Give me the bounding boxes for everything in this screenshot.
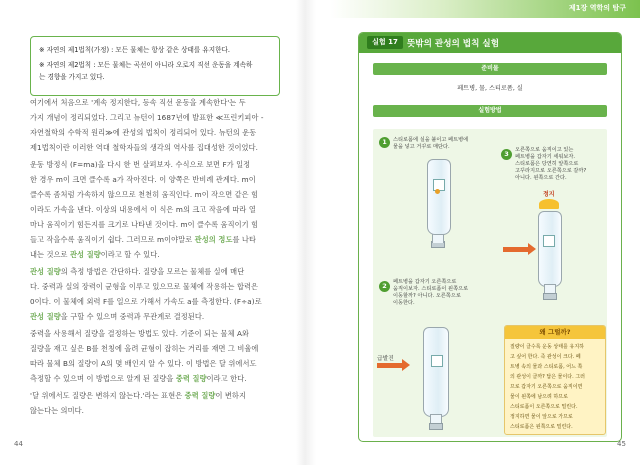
note-line: ※ 자연의 제1법칙(가정) : 모든 물체는 항상 같은 상태를 유지한다.	[39, 46, 230, 54]
paragraph-line: 들고 작을수록 움직이기 쉽다. 그러므로 m이야말로 관성의 정도를 나타	[30, 235, 257, 244]
paragraph-line: 마나 움직이기 힘든지를 크기로 나타낸 것이다. m이 클수록 움직이기 힘	[30, 220, 259, 229]
why-line: 의 관성이 클까? 답은 물이다. 그러	[510, 374, 585, 380]
bottle-illustration	[538, 211, 562, 287]
bottle-illustration	[423, 327, 449, 417]
step-text-line: 고꾸라지므로 오른쪽으로 갈까?	[515, 168, 587, 174]
bottle-illustration	[427, 159, 451, 235]
paragraph-line: 여기에서 처음으로 '계속 정지한다, 등속 직선 운동을 계속한다'는 두	[30, 98, 246, 107]
paragraph-line: 가지 개념이 정리되었다. 그리고 뉴턴이 1687년에 발표한 ≪프린키피아 -	[30, 113, 264, 122]
paragraph-line: '달 위에서도 질량은 변하지 않는다.'라는 표현은 중력 질량이 변하지	[30, 391, 247, 400]
highlighted-term: 관성 질량	[30, 267, 61, 276]
highlighted-term: 관성 질량	[30, 312, 61, 321]
paragraph-line: 따라 물체 B의 질량이 A의 몇 배인지 알 수 있다. 이 방법은 달 위에서도	[30, 359, 257, 368]
paragraph-line: 질량을 재고 싶은 B를 천칭에 올려 균형이 잡히는 거리를 재면 그 비율에	[30, 344, 259, 353]
stop-burst-icon	[539, 199, 559, 209]
note-line: ※ 자연의 제2법칙 : 모든 물체는 곡선이 아니라 오로지 직선 운동을 계속하	[39, 61, 253, 69]
paragraph-line: 이라도 가속을 낸다. 이상의 내용에서 이 식은 m의 크고 작음에 따라 열	[30, 205, 256, 214]
experiment-panel	[358, 32, 622, 442]
motion-arrow	[503, 247, 529, 252]
paragraph-line: 중력을 사용해서 질량을 결정하는 방법도 있다. 기준이 되는 물체 A와	[30, 329, 250, 338]
why-line: 질량이 클수록 운동 상태를 유지하	[510, 344, 584, 350]
step-text-line: 스티로폼은 당연히 앞쪽으로	[515, 161, 579, 167]
highlighted-term: 관성 질량	[70, 250, 101, 259]
chapter-label: 제1장 역학의 탐구	[568, 4, 626, 12]
paragraph-line: 내는 것으로 관성 질량이라고 할 수 있다.	[30, 250, 160, 259]
step-number: 1	[379, 137, 390, 148]
stop-label: 정지	[543, 191, 555, 198]
paragraph-line: 한 경우 m이 크면 클수록 a가 작아진다. 이 양쪽은 반비례 관계다. m이	[30, 175, 256, 184]
paragraph-line: 운동 방정식 (F=ma)을 다시 한 번 살펴보자. 수식으로 보면 F가 일정	[30, 160, 251, 169]
bottle-cap	[429, 423, 443, 430]
styrofoam-piece	[543, 235, 555, 247]
step-text	[515, 147, 586, 182]
why-line: 스티로폼이 오른쪽으로 밀린다.	[510, 404, 578, 410]
paragraph-line: 관성 질량을 구할 수 있으며 중력과 무관계로 결정된다.	[30, 312, 205, 321]
why-line: 트병 속의 물과 스티로폼, 어느 쪽	[510, 364, 583, 370]
paragraph-line: 자연철학의 수학적 원리≫에 관성의 법칙이 정리되어 있다. 뉴턴의 운동	[30, 128, 257, 137]
paragraph-line: 다. 중력과 실의 장력이 균형을 이루고 있으므로 물체에 작용하는 합력은	[30, 282, 259, 291]
highlighted-term: 관성의 정도	[194, 235, 233, 244]
styrofoam-piece	[431, 355, 443, 367]
paragraph-line: 클수록 좀처럼 가속하지 않으므로 천천히 움직인다. m이 작으면 같은 힘	[30, 190, 259, 199]
step-text-line: 이동한다.	[393, 300, 415, 306]
experiment-title: 뜻밖의 관성의 법칙 실험	[407, 39, 499, 49]
paragraph-line: 제1법칙이란 이러한 역대 철학자들의 생각의 역사를 집대성한 것이었다.	[30, 143, 259, 152]
paragraph-line: 0이다. 이 물체에 외력 F를 일으로 가해서 가속도 a를 측정한다. (F÷a)로	[30, 297, 262, 306]
note-box	[30, 36, 280, 96]
step-text-line: 물을 넣고 거꾸로 매단다.	[393, 144, 450, 150]
page-number-left: 44	[14, 440, 23, 448]
step-text-line: 아니다. 왼쪽으로 간다.	[515, 175, 567, 181]
paragraph-line: 관성 질량의 측정 방법은 간단하다. 질량을 모르는 물체를 실에 매단	[30, 267, 245, 276]
highlighted-term: 중력 질량	[175, 374, 207, 383]
note-line: 는 경향을 가지고 있다.	[39, 73, 105, 81]
why-line: 물이 왼쪽에 남으려 하므로	[510, 394, 568, 400]
why-line: 므로 갑자기 오른쪽으로 움직이면	[510, 384, 583, 390]
step-text	[393, 279, 468, 307]
step-number: 3	[501, 149, 512, 160]
page-fold	[296, 0, 316, 465]
why-box	[504, 325, 606, 435]
motion-arrow	[377, 363, 403, 368]
experiment-tag: 실험 17	[367, 36, 403, 49]
step-text-line: 이동할까? 아니다. 오른쪽으로	[393, 293, 461, 299]
step-text-line: 페트병을 갑자기 세워보자.	[515, 154, 576, 160]
step-text-line: 움직이보자. 스티로폼이 왼쪽으로	[393, 286, 469, 292]
why-line: 고 싶어 한다. 즉 관성이 크다. 페	[510, 354, 581, 360]
experiment-header	[359, 33, 621, 53]
why-line: 스티로폼은 왼쪽으로 밀린다.	[510, 424, 573, 430]
step-text-line: 페트병을 갑자기 오른쪽으로	[393, 279, 457, 285]
step-text-line: 스티로폼에 실을 붙이고 페트병에	[393, 137, 469, 143]
method-area	[373, 129, 607, 437]
method-heading: 실험방법	[373, 105, 607, 117]
materials-text: 페트병, 물, 스티로폼, 실	[457, 85, 523, 92]
step-text	[393, 137, 468, 151]
why-heading: 왜 그럴까?	[505, 326, 605, 339]
paragraph-line: 측정할 수 있으며 이 방법으로 알게 된 질량을 중력 질량이라고 한다.	[30, 374, 247, 383]
thread-weight	[435, 189, 440, 194]
highlighted-term: 중력 질량	[184, 391, 216, 400]
bottle-cap	[543, 293, 557, 300]
page-number-right: 45	[617, 440, 626, 448]
why-line: 정지하면 물이 앞으로 가므로	[510, 414, 573, 420]
step-number: 2	[379, 281, 390, 292]
materials-heading: 준비물	[373, 63, 607, 75]
chapter-header	[330, 0, 640, 18]
impact-label: 급발진	[377, 356, 394, 362]
paragraph-line: 않는다는 의미다.	[30, 406, 85, 415]
step-text-line: 오른쪽으로 움직이고 있는	[515, 147, 574, 153]
